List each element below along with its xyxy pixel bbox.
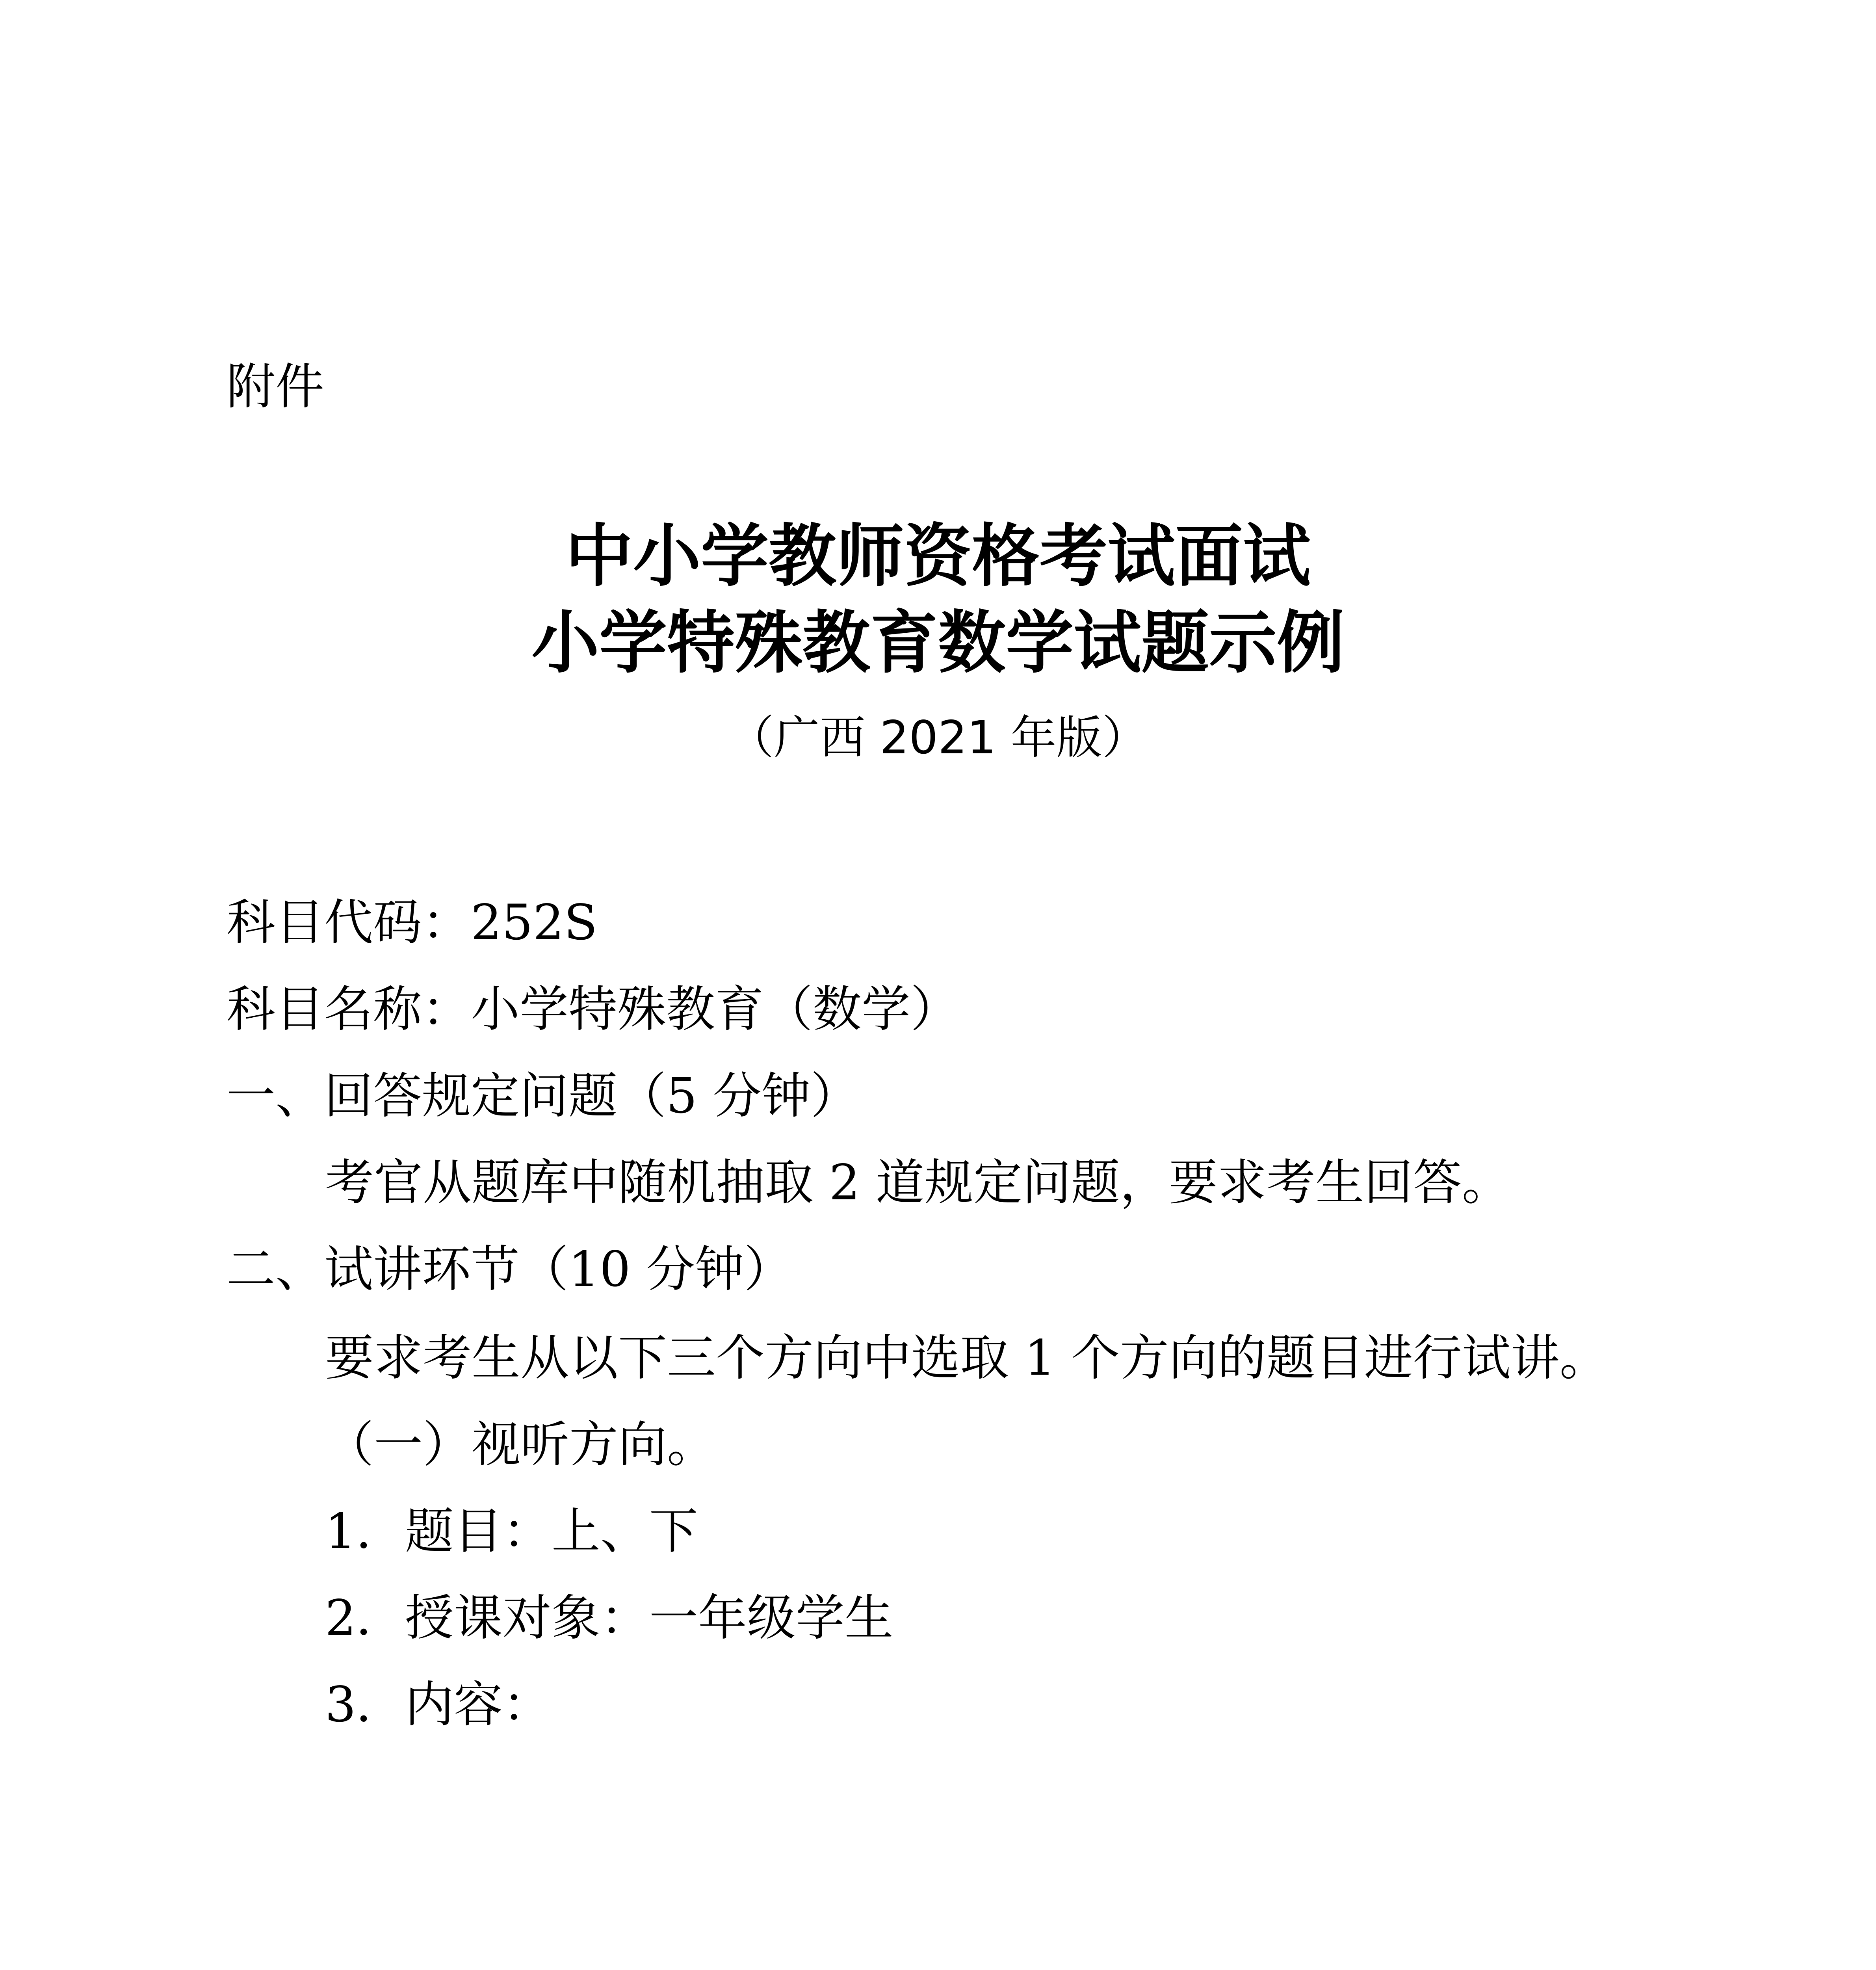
attachment-label: 附件 — [227, 359, 325, 415]
list-item: 3．内容： — [325, 1676, 552, 1733]
section1-heading: 一、回答规定问题（5 分钟） — [227, 1068, 860, 1124]
section2-text: 要求考生从以下三个方向中选取 1 个方向的题目进行试讲。 — [325, 1330, 1609, 1386]
list-item: 2．授课对象：一年级学生 — [325, 1590, 893, 1647]
list-item: 1．题目：上、下 — [325, 1503, 698, 1560]
section1-text: 考官从题库中随机抽取 2 道规定问题，要求考生回答。 — [325, 1154, 1511, 1211]
title-line-1: 中小学教师资格考试面试 — [565, 516, 1311, 596]
section2-heading: 二、试讲环节（10 分钟） — [227, 1241, 793, 1298]
direction-heading: （一）视听方向。 — [325, 1416, 716, 1473]
subject-code: 科目代码：252S — [227, 894, 598, 951]
edition-subtitle: （广西 2021 年版） — [728, 711, 1148, 764]
title-line-2: 小学特殊教育数学试题示例 — [531, 602, 1345, 682]
subject-name: 科目名称：小学特殊教育（数学） — [227, 981, 960, 1038]
